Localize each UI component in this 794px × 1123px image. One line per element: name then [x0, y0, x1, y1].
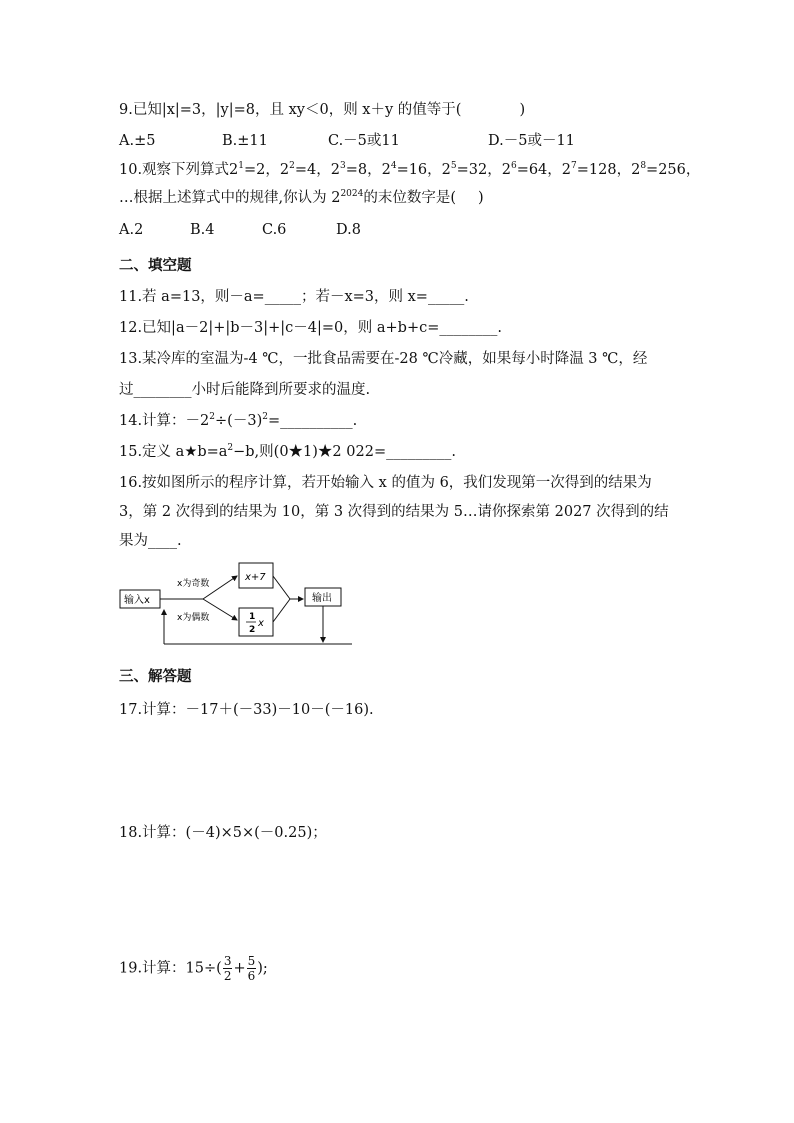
q14-text: ÷(－3) — [215, 413, 263, 429]
question-16-line1: 16.按如图所示的程序计算，若开始输入 x 的值为 6，我们发现第一次得到的结果为 — [119, 475, 652, 491]
q10-text: …根据上述算式中的规律,你认为 2 — [119, 190, 341, 206]
plus-sign: + — [233, 960, 246, 977]
question-17: 17.计算：－17＋(－33)－10－(－16). — [119, 702, 374, 718]
fraction-five-sixths — [247, 954, 257, 983]
q10-paren: ) — [478, 190, 484, 206]
q14-text: 14.计算：－2 — [119, 413, 210, 429]
section-2-title: 二、填空题 — [119, 258, 192, 274]
odd-branch-label: x为奇数 — [177, 579, 210, 589]
q10-text: =32，2 — [456, 162, 511, 178]
question-10-line2 — [119, 188, 484, 208]
q10-exp: 5 — [450, 161, 457, 172]
q10-exp: 7 — [571, 161, 577, 172]
q14-text: =__________. — [267, 413, 358, 429]
question-16-line3: 果为____. — [119, 533, 182, 549]
q19-text: 19.计算：15÷( — [119, 960, 222, 977]
output-box-label: 输出 — [312, 593, 332, 604]
fraction-numerator: 3 — [223, 954, 232, 968]
q15-text: −b,则(0★1)★2 022=_________. — [233, 444, 456, 460]
q9-stem: 9.已知|x|=3，|y|=8，且 xy＜0，则 x＋y 的值等于( — [119, 102, 462, 118]
question-10-line1 — [119, 160, 700, 180]
q9-paren: ) — [519, 102, 526, 118]
q10-exp: 3 — [339, 161, 346, 172]
q10-exp: 2 — [289, 161, 295, 172]
half-variable: x — [258, 618, 264, 629]
q10-text: =256， — [646, 162, 701, 178]
q9-option-d: D.－5或－11 — [488, 133, 575, 149]
question-14 — [119, 411, 357, 431]
q9-option-a: A.±5 — [119, 133, 156, 149]
question-11: 11.若 a=13，则－a=_____；若－x=3，则 x=_____. — [119, 289, 469, 305]
q10-option-c: C.6 — [262, 222, 287, 238]
fraction-denominator: 6 — [247, 969, 256, 983]
q9-option-c: C.－5或11 — [328, 133, 400, 149]
q15-text: 15.定义 a★b=a — [119, 444, 228, 460]
question-9 — [119, 100, 525, 120]
q10-text: 的末位数字是( — [363, 190, 457, 206]
q19-text: ); — [257, 960, 268, 977]
q10-text: =16，2 — [396, 162, 451, 178]
q10-option-d: D.8 — [336, 222, 361, 238]
q10-text: =64，2 — [516, 162, 572, 178]
section-3-title: 三、解答题 — [119, 669, 192, 685]
question-15 — [119, 442, 456, 462]
q10-text: 10.观察下列算式2 — [119, 162, 239, 178]
question-19 — [119, 954, 268, 983]
q10-exp: 1 — [238, 161, 245, 172]
program-flowchart — [115, 556, 355, 648]
fraction-numerator: 5 — [247, 954, 256, 968]
add-seven-label: x+7 — [245, 572, 266, 583]
q10-exp: 8 — [640, 161, 647, 172]
q10-text: =128，2 — [576, 162, 641, 178]
question-13-line1: 13.某冷库的室温为-4 ℃，一批食品需要在-28 ℃冷藏，如果每小时降温 3 ℃，经 — [119, 351, 648, 367]
question-18: 18.计算：(－4)×5×(－0.25)； — [119, 825, 327, 841]
half-numerator: 1 — [249, 612, 256, 622]
half-denominator: 2 — [249, 625, 256, 635]
q14-exp: 2 — [209, 412, 216, 423]
q10-exp: 2024 — [340, 189, 364, 200]
q14-exp: 2 — [262, 412, 268, 423]
q9-option-b: B.±11 — [222, 133, 268, 149]
q10-option-a: A.2 — [119, 222, 144, 238]
q10-text: =2，2 — [244, 162, 290, 178]
question-13-line2: 过________小时后能降到所要求的温度. — [119, 382, 371, 398]
fraction-denominator: 2 — [223, 969, 232, 983]
input-box-label: 输入x — [124, 595, 150, 606]
even-branch-label: x为偶数 — [177, 613, 210, 623]
q10-exp: 4 — [390, 161, 397, 172]
q10-exp: 6 — [510, 161, 517, 172]
q10-text: =8，2 — [345, 162, 391, 178]
question-16-line2: 3，第 2 次得到的结果为 10，第 3 次得到的结果为 5…请你探索第 2027 次得到的结 — [119, 504, 669, 520]
q15-exp: 2 — [227, 443, 234, 454]
question-12: 12.已知|a－2|+|b－3|+|c－4|=0，则 a+b+c=________. — [119, 320, 502, 336]
q10-option-b: B.4 — [190, 222, 215, 238]
fraction-three-halves — [223, 954, 233, 983]
q10-text: =4，2 — [294, 162, 340, 178]
